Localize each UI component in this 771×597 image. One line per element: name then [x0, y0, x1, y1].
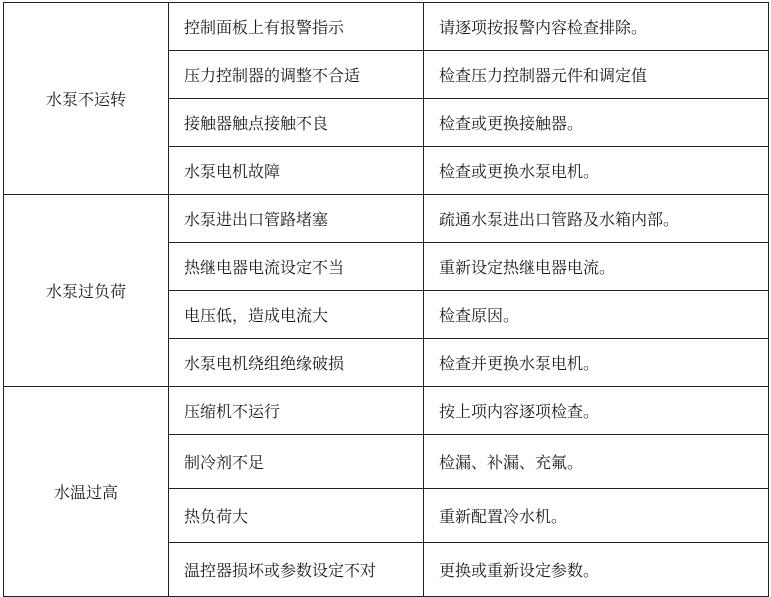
cause-cell: 压力控制器的调整不合适 — [169, 51, 424, 99]
remedy-cell: 重新设定热继电器电流。 — [424, 243, 769, 291]
table-row — [4, 387, 769, 435]
cause-cell: 电压低，造成电流大 — [169, 291, 424, 339]
remedy-cell: 按上项内容逐项检查。 — [424, 387, 769, 435]
remedy-cell: 更换或重新设定参数。 — [424, 543, 769, 597]
remedy-cell: 重新配置冷水机。 — [424, 489, 769, 543]
fault-category-cell: 水泵不运转 — [4, 3, 169, 195]
cause-cell: 接触器触点接触不良 — [169, 99, 424, 147]
table-row — [4, 3, 769, 51]
cause-cell: 温控器损坏或参数设定不对 — [169, 543, 424, 597]
remedy-cell: 检查或更换水泵电机。 — [424, 147, 769, 195]
cause-cell: 水泵进出口管路堵塞 — [169, 195, 424, 243]
cause-cell: 控制面板上有报警指示 — [169, 3, 424, 51]
remedy-cell: 检查并更换水泵电机。 — [424, 339, 769, 387]
cause-cell: 热继电器电流设定不当 — [169, 243, 424, 291]
remedy-cell: 检查原因。 — [424, 291, 769, 339]
remedy-cell: 请逐项按报警内容检查排除。 — [424, 3, 769, 51]
cause-cell: 制冷剂不足 — [169, 435, 424, 489]
fault-category-cell: 水泵过负荷 — [4, 195, 169, 387]
remedy-cell: 疏通水泵进出口管路及水箱内部。 — [424, 195, 769, 243]
cause-cell: 水泵电机绕组绝缘破损 — [169, 339, 424, 387]
remedy-cell: 检查或更换接触器。 — [424, 99, 769, 147]
remedy-cell: 检漏、补漏、充氟。 — [424, 435, 769, 489]
cause-cell: 压缩机不运行 — [169, 387, 424, 435]
cause-cell: 水泵电机故障 — [169, 147, 424, 195]
table-row — [4, 195, 769, 243]
cause-cell: 热负荷大 — [169, 489, 424, 543]
fault-category-cell: 水温过高 — [4, 387, 169, 597]
remedy-cell: 检查压力控制器元件和调定值 — [424, 51, 769, 99]
troubleshooting-table — [3, 2, 769, 597]
